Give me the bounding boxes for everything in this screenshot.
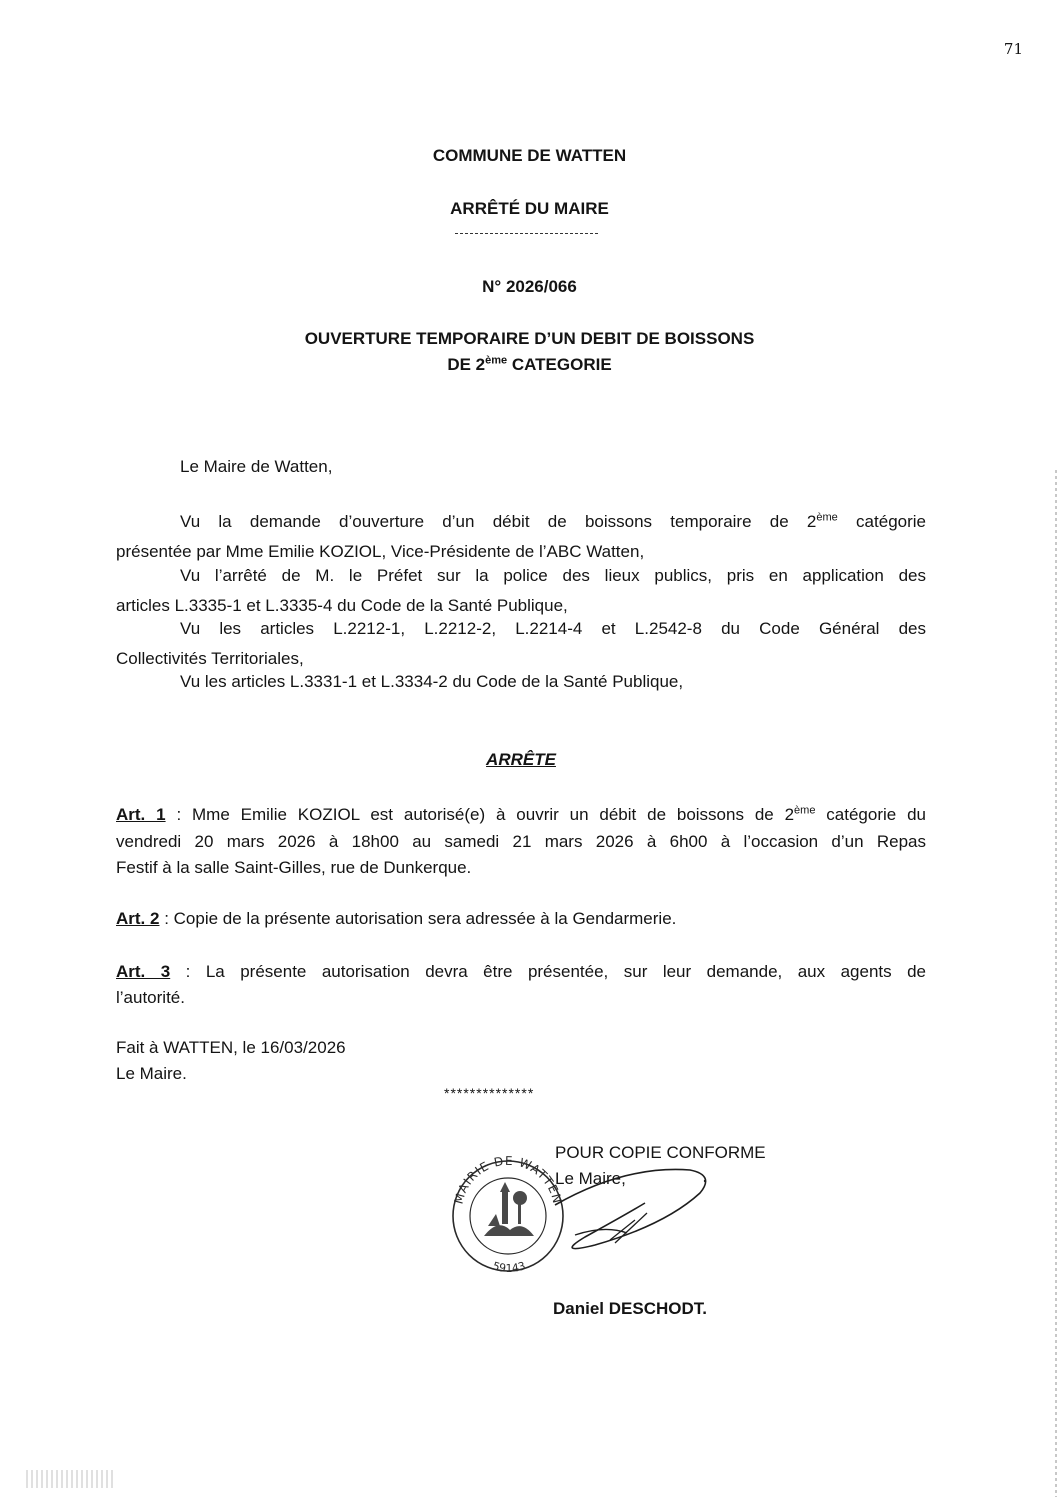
signer-title-left: Le Maire. [116,1064,187,1083]
decree-title-line-1: OUVERTURE TEMPORAIRE D’UN DEBIT DE BOISSONS [304,329,755,348]
article-3-line-2: l’autorité. [116,988,185,1007]
article-1-line-3: Festif à la salle Saint-Gilles, rue de Dunkerque. [116,858,472,877]
article-2-label: Art. 2 [116,909,160,928]
heading-divider [455,233,598,234]
vu-4-line: Vu les articles L.3331-1 et L.3334-2 du Code de la Santé Publique, [180,672,684,691]
scan-edge-artifact [1055,470,1057,1497]
vu-2-line-1: Vu l’arrêté de M. le Préfet sur la police des lieux publics, pris en application des [180,566,926,585]
article-3-label: Art. 3 [116,962,171,981]
article-3-line-1: Art. 3 : La présente autorisation devra être présentée, sur leur demande, aux agents de [116,962,926,981]
article-1-line-1: Art. 1 : Mme Emilie KOZIOL est autorisé(e) à ouvrir un débit de boissons de 2ème catégorie du [116,804,926,824]
article-2-line: Art. 2 : Copie de la présente autorisation sera adressée à la Gendarmerie. [116,909,677,928]
copy-conforme-label: POUR COPIE CONFORME [555,1143,766,1162]
separator-stars: ************** [444,1085,535,1101]
commune-heading: COMMUNE DE WATTEN [432,146,627,165]
vu-3-line-1: Vu les articles L.2212-1, L.2212-2, L.2214-4 et L.2542-8 du Code Général des [180,619,926,638]
vu-1-line-1: Vu la demande d’ouverture d’un débit de boissons temporaire de 2ème catégorie [180,511,926,531]
vu-2-line-2: articles L.3335-1 et L.3335-4 du Code de la Santé Publique, [116,596,568,615]
document-type: ARRÊTÉ DU MAIRE [450,199,609,218]
article-1-label: Art. 1 [116,805,166,824]
page-number: 71 [1003,40,1023,58]
arrete-heading: ARRÊTE [486,750,556,769]
article-1-line-2: vendredi 20 mars 2026 à 18h00 au samedi 21 mars 2026 à 6h00 à l’occasion d’un Repas [116,832,926,851]
decree-title-line-2: DE 2ème CATEGORIE [447,354,612,374]
copy-signer-title: Le Maire, [555,1169,626,1188]
vu-1-line-2: présentée par Mme Emilie KOZIOL, Vice-Présidente de l’ABC Watten, [116,542,645,561]
decree-number: N° 2026/066 [482,277,577,296]
svg-text:59143: 59143 [490,1259,528,1276]
mayor-signature [515,1145,715,1275]
opening-line: Le Maire de Watten, [180,457,333,476]
signer-name: Daniel DESCHODT. [553,1299,707,1318]
place-and-date: Fait à WATTEN, le 16/03/2026 [116,1038,346,1057]
vu-3-line-2: Collectivités Territoriales, [116,649,304,668]
scan-noise-artifact [26,1470,114,1488]
svg-text:MAIRIE DE WATTEN: MAIRIE DE WATTEN [451,1153,565,1206]
